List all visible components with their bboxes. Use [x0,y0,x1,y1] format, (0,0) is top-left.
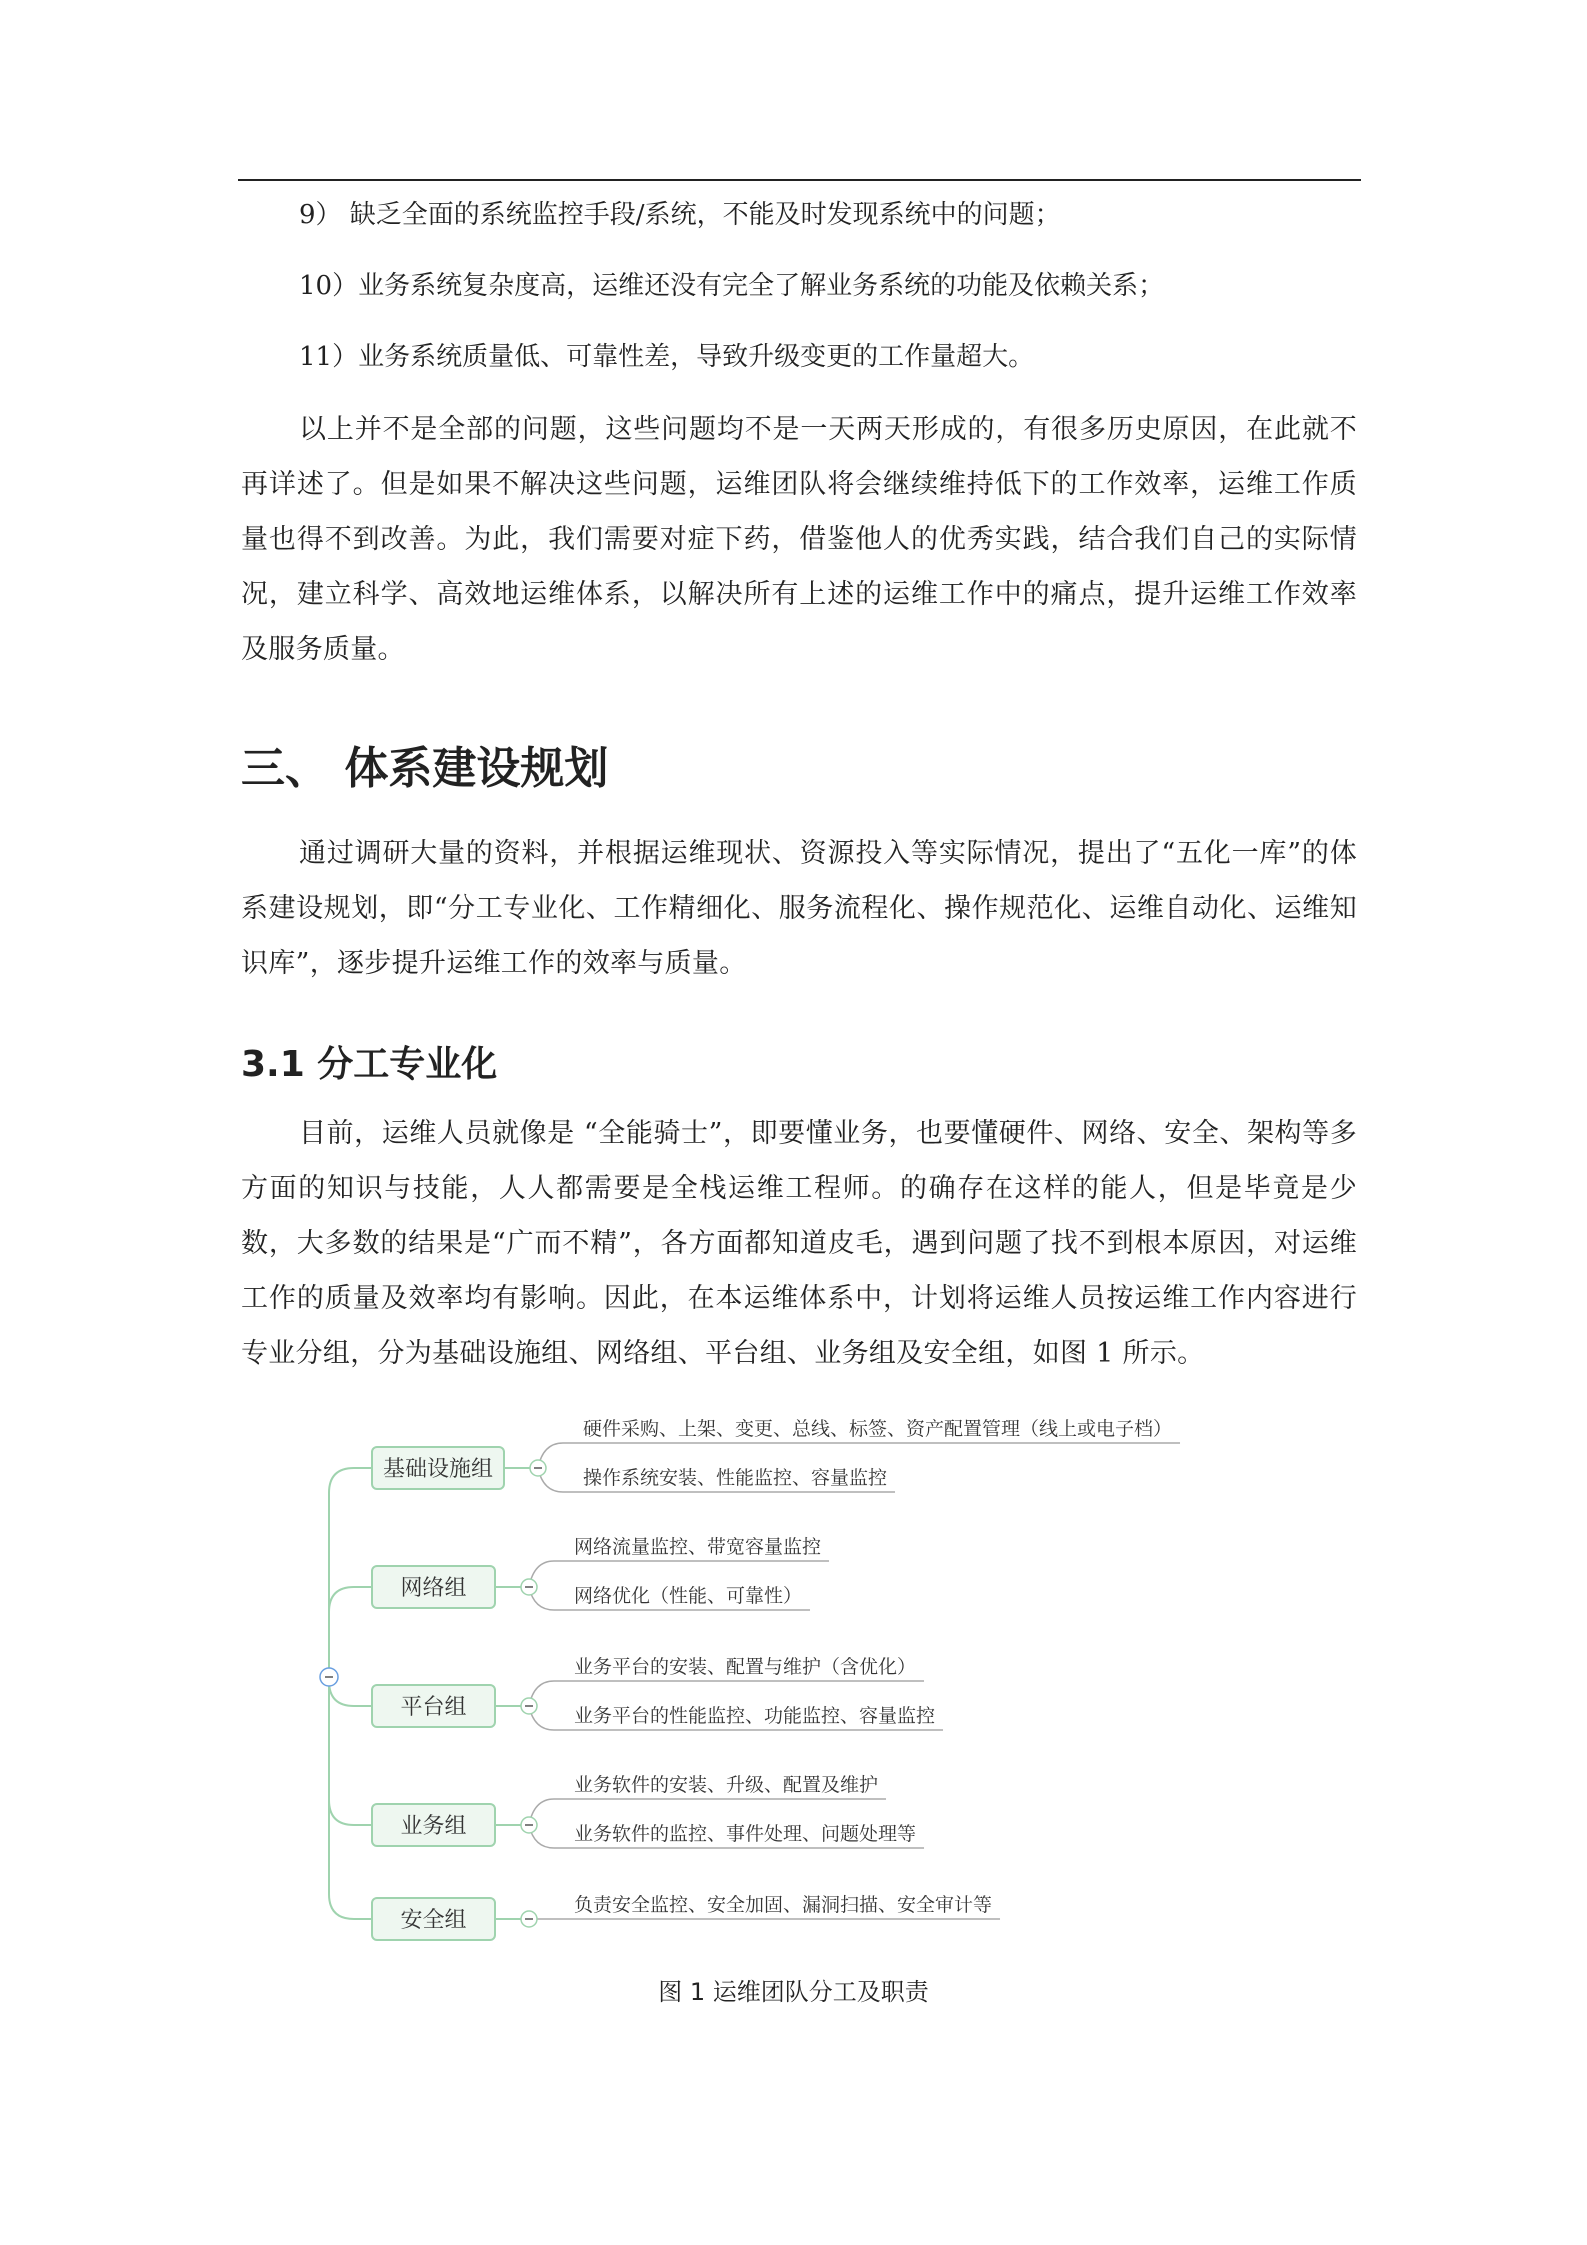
leaf-line [538,1443,1180,1468]
group-label: 基础设施组 [382,1457,494,1482]
leaf-line [529,1681,924,1706]
section-heading: 三、 体系建设规划 [241,743,609,794]
paragraph: 通过调研大量的资料，并根据运维现状、资源投入等实际情况，提出了“五化一库”的体系建设规划，即“分工专业化、工作精细化、服务流程化、操作规范化、运维自动化、运维知识库”，逐步提升运维工作的效率与质量。 [241,838,1357,979]
branch-line [329,1468,372,1677]
branch-line [329,1677,372,1919]
leaf-line [529,1799,886,1825]
leaf-label: 业务软件的安装、升级、配置及维护 [574,1774,879,1796]
leaf-label: 操作系统安装、性能监控、容量监控 [583,1467,888,1489]
leaf-label: 业务平台的安装、配置与维护（含优化） [574,1656,917,1678]
paragraph: 目前，运维人员就像是 “全能骑士”，即要懂业务，也要懂硬件、网络、安全、架构等多方面的知识与技能，人人都需要是全栈运维工程师。的确存在这样的能人，但是毕竟是少数，大多数的结果是“广而不精”，各方面都知道皮毛，遇到问题了找不到根本原因，对运维工作的质量及效率均有影响。因此，在本运维体系中，计划将运维人员按运维工作内容进行专业分组，分为基础设施组、网络组、平台组、业务组及安全组，如图 1 所示。 [241,1118,1357,1369]
leaf-line [529,1561,829,1587]
list-item: 9） 缺乏全面的系统监控手段/系统，不能及时发现系统中的问题； [299,200,1061,230]
group-label: 平台组 [400,1695,467,1720]
leaf-label: 负责安全监控、安全加固、漏洞扫描、安全审计等 [574,1894,993,1916]
list-item: 10）业务系统复杂度高，运维还没有完全了解业务系统的功能及依赖关系； [299,271,1165,301]
leaf-label: 硬件采购、上架、变更、总线、标签、资产配置管理（线上或电子档） [583,1418,1173,1440]
group-label: 业务组 [400,1814,467,1839]
leaf-label: 业务平台的性能监控、功能监控、容量监控 [574,1705,936,1727]
list-item: 11）业务系统质量低、可靠性差，导致升级变更的工作量超大。 [299,342,1035,372]
leaf-label: 业务软件的监控、事件处理、问题处理等 [574,1823,917,1845]
branch-line [329,1587,372,1677]
subsection-heading: 3.1 分工专业化 [241,1044,498,1085]
paragraph: 以上并不是全部的问题，这些问题均不是一天两天形成的，有很多历史原因，在此就不再详述了。但是如果不解决这些问题，运维团队将会继续维持低下的工作效率，运维工作质量也得不到改善。为此，我们需要对症下药，借鉴他人的优秀实践，结合我们自己的实际情况，建立科学、高效地运维体系，以解决所有上述的运维工作中的痛点，提升运维工作效率及服务质量。 [241,414,1357,665]
leaf-label: 网络流量监控、带宽容量监控 [574,1536,822,1558]
leaf-label: 网络优化（性能、可靠性） [574,1585,803,1607]
group-label: 网络组 [400,1576,467,1601]
group-label: 安全组 [400,1908,467,1933]
figure-caption: 图 1 运维团队分工及职责 [658,1978,929,2006]
